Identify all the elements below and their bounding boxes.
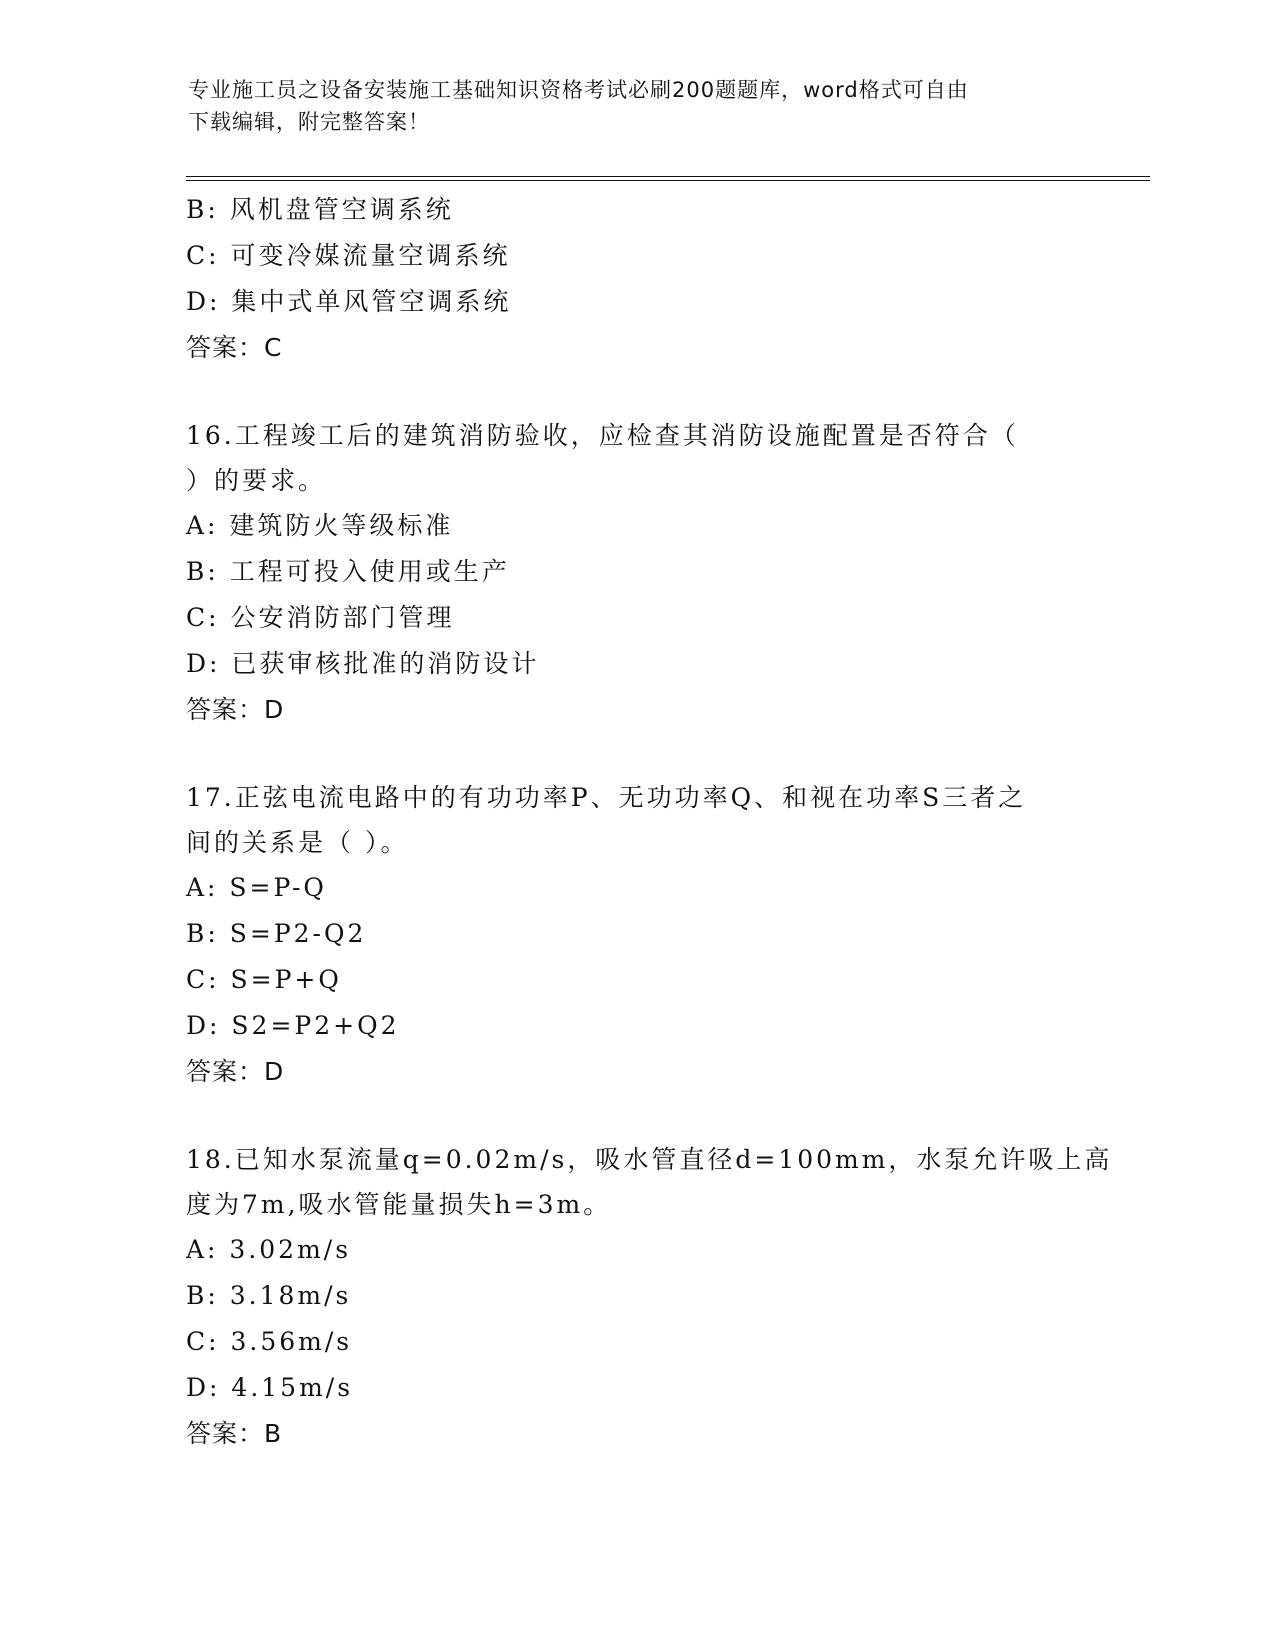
option-c: C: 公安消防部门管理 [186, 603, 455, 632]
question-text-line-1: 18.已知水泵流量q=0.02m/s，吸水管直径d=100mm，水泵允许吸上高 [186, 1145, 1113, 1174]
option-c: C: S=P+Q [186, 965, 342, 994]
answer-line: 答案：B [186, 1419, 283, 1448]
question-block-18 [186, 1137, 1113, 1457]
answer-line: 答案：D [186, 1057, 285, 1086]
option-a: A: 建筑防火等级标准 [186, 511, 454, 540]
option-c: C: 可变冷媒流量空调系统 [186, 241, 511, 270]
question-text-line-1: 17.正弦电流电路中的有功功率P、无功功率Q、和视在功率S三者之 [186, 783, 1027, 812]
question-block-16 [186, 413, 1066, 733]
option-d: D: 已获审核批准的消防设计 [186, 649, 540, 678]
option-b: B: 3.18m/s [186, 1281, 352, 1310]
header-divider [186, 176, 1150, 181]
answer-line: 答案：D [186, 695, 285, 724]
option-b: B: 风机盘管空调系统 [186, 195, 454, 224]
question-text-line-2: ）的要求。 [186, 466, 327, 495]
option-a: A: 3.02m/s [186, 1235, 352, 1264]
question-text-line-1: 16.工程竣工后的建筑消防验收，应检查其消防设施配置是否符合（ [186, 421, 1019, 450]
document-header [188, 74, 1088, 138]
header-line-2: 下载编辑，附完整答案！ [188, 110, 430, 134]
option-d: D: 集中式单风管空调系统 [186, 287, 512, 316]
question-block-17 [186, 775, 1066, 1095]
option-b: B: 工程可投入使用或生产 [186, 557, 510, 586]
option-b: B: S=P2-Q2 [186, 919, 367, 948]
question-list [186, 187, 1113, 1457]
answer-line: 答案：C [186, 333, 283, 362]
option-d: D: S2=P2+Q2 [186, 1011, 400, 1040]
question-text-line-2: 度为7m,吸水管能量损失h=3m。 [186, 1190, 612, 1219]
header-line-1: 专业施工员之设备安装施工基础知识资格考试必刷200题题库，word格式可自由 [188, 78, 969, 102]
option-d: D: 4.15m/s [186, 1373, 354, 1402]
option-a: A: S=P-Q [186, 873, 327, 902]
question-text-line-2: 间的关系是（ ）。 [186, 828, 409, 857]
option-c: C: 3.56m/s [186, 1327, 353, 1356]
question-block-15 [186, 187, 1066, 371]
